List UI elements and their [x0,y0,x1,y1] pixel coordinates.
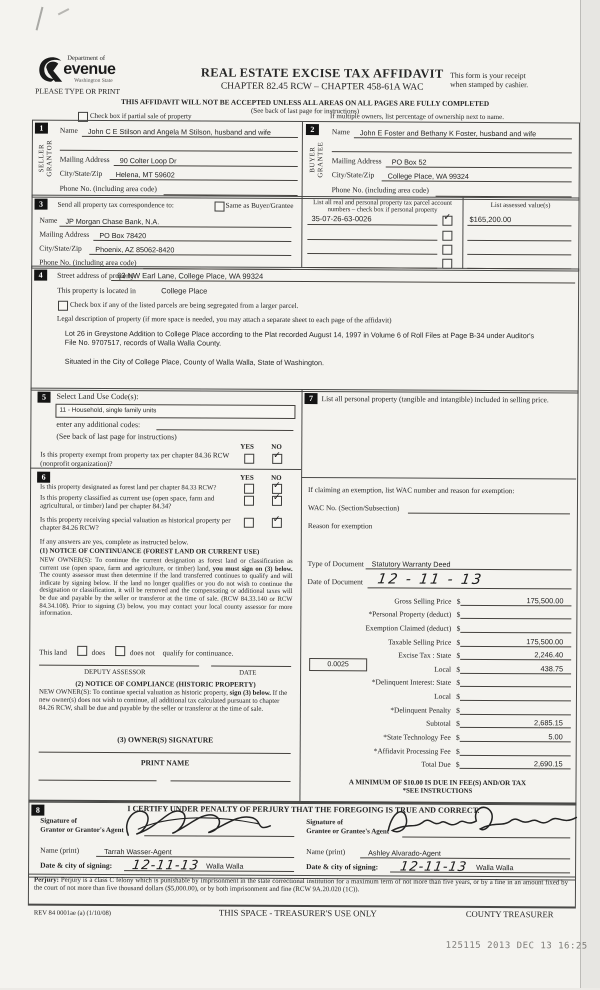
check-icon: ✓ [272,514,281,525]
money-field[interactable]: 438.75 [460,664,571,675]
grantee-signature-label [306,818,389,836]
grantor-sig-of: Signature of [40,816,77,825]
see-back-note: (See back of last page for instructions) [250,106,360,116]
staple-mark [58,8,70,15]
seller-city-label: City/State/Zip [59,168,103,178]
owners-signature-title: (3) OWNER(S) SIGNATURE [117,735,214,745]
seller-mailing-value: 90 Colter Loop Dr [119,156,177,166]
money-row-penalty [305,702,571,715]
money-label: *Personal Property (deduct) [368,609,452,619]
money-label: *Delinquent Penalty [390,705,451,715]
deputy-date-label: DATE [239,669,257,677]
money-row-local [305,661,571,674]
notice1-body [39,557,292,619]
historic-question: Is this property receiving special valuation as historical property per chapter 84.26 RCW? [39,515,231,533]
continuance-qualify-row [39,646,233,658]
print-name-title: PRINT NAME [140,758,190,768]
notice1-body-b: The county assessor must then determine if the land transferred continues to qualify and will indicate by signing below. If the land no longer qualifies or you do not wish to continue the designation or classification, it will be removed and the compensating or additional taxes will be due and payable by the seller or transferor at the time of sale. (RCW 84.33.140 or RCW 84.34.108). Prior to signing (3) below, you may contact your local county assessor for more information. [39,571,293,617]
logo-state-label: Washington State [74,77,113,85]
seller-name-value: John C E Stilson and Angela M Stilson, husband and wife [87,126,271,137]
qualify-label: qualify for continuance. [162,648,234,658]
date-of-document-label: Date of Document [307,577,364,587]
perjury-paragraph [34,877,568,896]
money-field[interactable]: 2,246.40 [460,650,571,661]
wac-no-label: WAC No. (Section/Subsection) [307,503,400,513]
exempt-yes-checkbox[interactable] [244,454,254,464]
please-type-note: PLEASE TYPE OR PRINT [35,86,121,97]
cashier-timestamp-stamp: 125115 2013 DEC 13 16:25 [445,940,588,952]
check-icon: ✓ [443,212,452,223]
grantor-signature[interactable] [118,803,278,842]
revenue-r-swoosh-icon [36,55,66,85]
grantee-city-value: Walla Walla [476,862,514,873]
grantor-date-city-label: Date & city of signing: [40,860,113,871]
dollar-sign: $ [456,705,460,715]
legal-description-value: Lot 26 in Greystone Addition to College Place according to the Plat recorded August 14, 1997 in Volume 6 of Roll Files at Page B-34 under Auditor's File No. 9707517, records of Walla Walla County. [64,328,535,348]
grantor-word: GRANTOR [45,139,53,177]
money-row-taxable [305,634,571,647]
parcel2-personal-checkbox[interactable] [442,231,452,241]
assessed-header: List assessed value(s) [490,201,551,210]
section8-badge: 8 [31,805,44,816]
section5-yes-header: YES [240,442,254,451]
section6-yes-header: YES [240,473,254,482]
money-label: Subtotal [426,718,451,728]
forest-question: Is this property designated as forest land per chapter 84.33 RCW? [40,483,217,492]
situated-value: Situated in the City of College Place, County of Walla Walla, State of Washington. [64,356,325,368]
money-field[interactable]: 175,500.00 [460,596,571,607]
dollar-sign: $ [456,732,460,742]
local-rate-box[interactable]: 0.0025 [309,658,367,671]
does-label: does [91,647,106,657]
corr-mailing-label: Mailing Address [39,229,90,239]
money-field[interactable]: 2,685.15 [460,718,571,729]
treasurer-space-label: THIS SPACE - TREASURER'S USE ONLY [218,907,377,919]
notice2-body-a: NEW OWNER(S): To continue special valuation as historic property, [38,688,230,697]
form-subtitle: CHAPTER 82.45 RCW – CHAPTER 458-61A WAC [220,81,424,93]
grantee-date-city-label: Date & city of signing: [306,862,379,872]
seller-word: SELLER [38,143,46,173]
dollar-sign: $ [456,691,460,701]
grantee-signature[interactable] [382,800,582,841]
grantor-signature-label [40,817,124,835]
section6-no-header: NO [271,473,282,482]
parcel-header: List all real and personal property tax parcel account numbers – check box if personal property [313,199,452,215]
corr-phone-label: Phone No. (including area code) [39,257,137,268]
grantee-word: GRANTEE [316,141,324,178]
logo-dept-label: Department of [67,54,106,62]
corr-name-label: Name [39,215,58,225]
dollar-sign: $ [456,650,461,660]
corr-city-value: Phoenix, AZ 85062-8420 [95,244,175,255]
see-instructions-note: *SEE INSTRUCTIONS [402,787,473,795]
street-address-label: Street address of property: [57,270,137,281]
money-field[interactable]: 175,500.00 [460,637,571,648]
money-row-delinq-local [305,688,571,701]
section5-see-back: (See back of last page for instructions) [56,431,177,442]
landuse-code-dropdown[interactable] [55,404,295,419]
money-label: Excise Tax : State [398,650,452,660]
segregated-checkbox[interactable] [58,301,68,311]
money-row-gross [305,593,571,606]
dollar-sign: $ [455,759,460,769]
check-icon: ✓ [273,450,281,461]
same-as-buyer-label: Same as Buyer/Grantee [225,201,294,210]
dollar-sign: $ [456,637,461,647]
seller-mailing-label: Mailing Address [59,154,110,164]
exempt-question: Is this property exempt from property tax per chapter 84.36 RCW (nonprofit organization)? [40,450,230,468]
multiple-owners-note: If multiple owners, list percentage of ownership next to name. [329,112,505,122]
landuse-select-label: Select Land Use Code(s): [56,391,139,402]
money-label: Total Due [421,759,451,769]
money-row-exemption [305,620,571,633]
grantor-name-print-label: Name (print) [40,845,80,855]
minimum-fee-note: A MINIMUM OF $10.00 IS DUE IN FEE(S) AND/OR TAX [348,778,527,788]
historic-no-checkbox[interactable] [272,514,282,528]
perjury-text: Perjury is a class C felony which is punishable by imprisonment in the state correctional institution for a maximum term of not more than five years, or by a fine in an amount fixed by the court of not more than five thousand dollars ($5,000.00), or by both imprisonment and fine (RCW 9A.20.020 (1C)). [33,876,569,894]
seller-phone-label: Phone No. (including area code) [59,183,157,194]
located-in-value: College Place [161,286,208,296]
grantor-city-value: Walla Walla [206,861,244,871]
type-of-document-value: Statutory Warranty Deed [371,559,451,569]
type-of-document-label: Type of Document [307,559,364,569]
staple-mark [36,7,44,31]
money-label: Exemption Claimed (deduct) [365,623,452,633]
buyer-name-value: John E Foster and Bethany K Foster, husband and wife [359,128,537,139]
parcel1-personal-checkbox[interactable] [442,212,452,226]
notice2-title: (2) NOTICE OF COMPLIANCE (HISTORIC PROPERTY) [75,679,256,689]
grantor-date-value: 12-11-13 [130,858,201,874]
money-row-personal [305,606,571,619]
legal-description-label: Legal description of property (if more space is needed, you may attach a separate sheet to each page of the affidavit) [56,314,392,325]
corr-city-label: City/State/Zip [39,243,82,253]
buyer-city-label: City/State/Zip [331,170,375,180]
warning-line: THIS AFFIDAVIT WILL NOT BE ACCEPTED UNLESS ALL AREAS ON ALL PAGES ARE FULLY COMPLETED [120,97,490,108]
deputy-assessor-label: DEPUTY ASSESSOR [84,668,146,677]
dollar-sign: $ [455,746,460,756]
check-icon: ✓ [273,480,281,491]
form-title: REAL ESTATE EXCISE TAX AFFIDAVIT [200,65,444,81]
parcel1-value: 35-07-26-63-0026 [311,214,372,224]
money-label: *Affidavit Processing Fee [373,746,451,756]
money-row-tech-fee [305,729,571,742]
additional-codes-label: enter any additional codes: [56,419,141,430]
notice1-title: (1) NOTICE OF CONTINUANCE (FOREST LAND OR CURRENT USE) [39,547,260,556]
notice1-body-bold: you must sign on (3) below. [212,565,293,573]
assessed1-value: $165,200.00 [469,214,512,225]
personal-property-label: List all personal property (tangible and intangible) included in selling price. [321,394,549,405]
current-use-question: Is this property classified as current use (open space, farm and agricultural, or timber) land per chapter 84.34? [39,493,215,511]
corr-name-value: JP Morgan Chase Bank, N.A. [65,216,160,227]
money-field[interactable]: 5.00 [460,732,571,743]
if-any-yes-note: If any answers are yes, complete as instructed below. [39,537,189,547]
section2-badge: 2 [306,124,319,135]
money-label: *State Technology Fee [383,732,451,742]
section3-badge: 3 [35,199,48,210]
perjury-bold: Perjury: [33,876,59,884]
same-as-buyer-checkbox[interactable] [215,202,225,212]
grantee-date-value: 12-11-13 [398,859,469,875]
dollar-sign: $ [456,623,461,633]
dollar-sign: $ [456,718,460,728]
section6-badge: 6 [37,472,50,483]
grantee-agent-label: Grantee or Grantee's Agent [306,826,390,836]
buyer-city-value: College Place, WA 99324 [387,171,469,181]
buyer-side-label [309,138,324,182]
buyer-word: BUYER [309,146,317,173]
section1-badge: 1 [35,123,48,134]
send-correspondence-label: Send all property tax correspondence to: [57,200,174,210]
forest-yes-checkbox[interactable] [244,484,254,494]
reason-exemption-label: Reason for exemption [307,521,373,531]
section7-badge: 7 [305,393,318,404]
logo-revenue-label: evenue [63,60,116,79]
exempt-no-checkbox[interactable] [272,450,282,464]
money-row-delinq-state [305,674,571,687]
partial-sale-label: Check box if partial sale of property [89,111,192,121]
money-row-total-due [305,756,571,769]
corr-mailing-value: PO Box 78420 [99,230,147,241]
buyer-mailing-label: Mailing Address [331,156,382,166]
section5-badge: 5 [38,392,51,403]
money-label: Taxable Selling Price [388,637,452,647]
street-address-value: 63 NW Earl Lane, College Place, WA 99324 [117,271,264,281]
dollar-sign: $ [456,677,461,687]
certify-statement: I CERTIFY UNDER PENALTY OF PERJURY THAT THE FOREGOING IS TRUE AND CORRECT. [127,804,480,815]
money-row-processing-fee [305,743,571,756]
grantee-sig-of: Signature of [306,818,343,827]
seller-name-label: Name [59,125,78,135]
grantor-agent-label: Grantor or Grantor's Agent [40,825,124,834]
historic-yes-checkbox[interactable] [244,518,254,528]
current-use-yes-checkbox[interactable] [244,496,254,506]
land-does-checkbox[interactable] [77,646,87,656]
buyer-name-label: Name [331,127,350,137]
segregated-label: Check box if any of the listed parcels are being segregated from a larger parcel. [69,300,299,310]
money-label: *Delinquent Interest: State [371,677,452,687]
dollar-sign: $ [456,664,461,674]
landuse-code-value: 11 - Household, single family units [59,406,157,415]
land-does-not-checkbox[interactable] [115,646,125,656]
check-icon: ✓ [272,492,281,503]
located-in-label: This property is located in [57,285,136,296]
money-label: Local [434,664,452,674]
this-land-label: This land [39,647,67,657]
money-label: Local [434,691,451,701]
section4-badge: 4 [34,270,47,281]
buyer-phone-label: Phone No. (including area code) [331,185,429,195]
county-treasurer-label: COUNTY TREASURER [465,908,554,920]
dollar-sign: $ [456,596,461,606]
money-row-subtotal [305,715,571,728]
does-not-label: does not [129,648,155,658]
form-rev-number: REV 84 0001ae (a) (1/10/08) [33,909,112,918]
parcel3-personal-checkbox[interactable] [442,245,452,255]
section5-no-header: NO [271,442,282,451]
money-label: Gross Selling Price [394,596,452,606]
notice2-body-bold: sign (3) below. [229,689,271,697]
money-field[interactable]: 2,690.15 [460,759,571,770]
buyer-mailing-value: PO Box 52 [391,157,427,167]
notice2-body [39,689,292,714]
receipt-note-line1: This form is your receipt [450,70,526,81]
parcel4-personal-checkbox[interactable] [442,259,452,269]
receipt-note-line2: when stamped by cashier. [450,79,529,90]
grantor-name-print-value: Tarrah Wasser-Agent [104,846,172,857]
seller-city-value: Helena, MT 59602 [115,170,175,180]
seller-side-label [38,136,53,180]
notice1-body-a: NEW OWNER(S): To continue the current designation as forest land or classification as current use (open space, farm and agriculture, or timber) land, [39,556,293,573]
dollar-sign: $ [456,609,461,619]
grantee-name-print-value: Ashley Alvarado-Agent [368,848,441,858]
notice2-body-b: If the new owner(s) does not wish to continue, all additional tax calculated pursuant to chapter 84.26 RCW, shall be due and payable by the seller or transferor at the time of sale. [38,689,288,713]
date-of-document-value: 12 - 11 - 13 [376,571,485,588]
exemption-claim-label: If claiming an exemption, list WAC number and reason for exemption: [308,485,515,496]
grantee-name-print-label: Name (print) [306,847,346,857]
current-use-no-checkbox[interactable] [272,492,282,506]
receipt-note [450,71,575,90]
